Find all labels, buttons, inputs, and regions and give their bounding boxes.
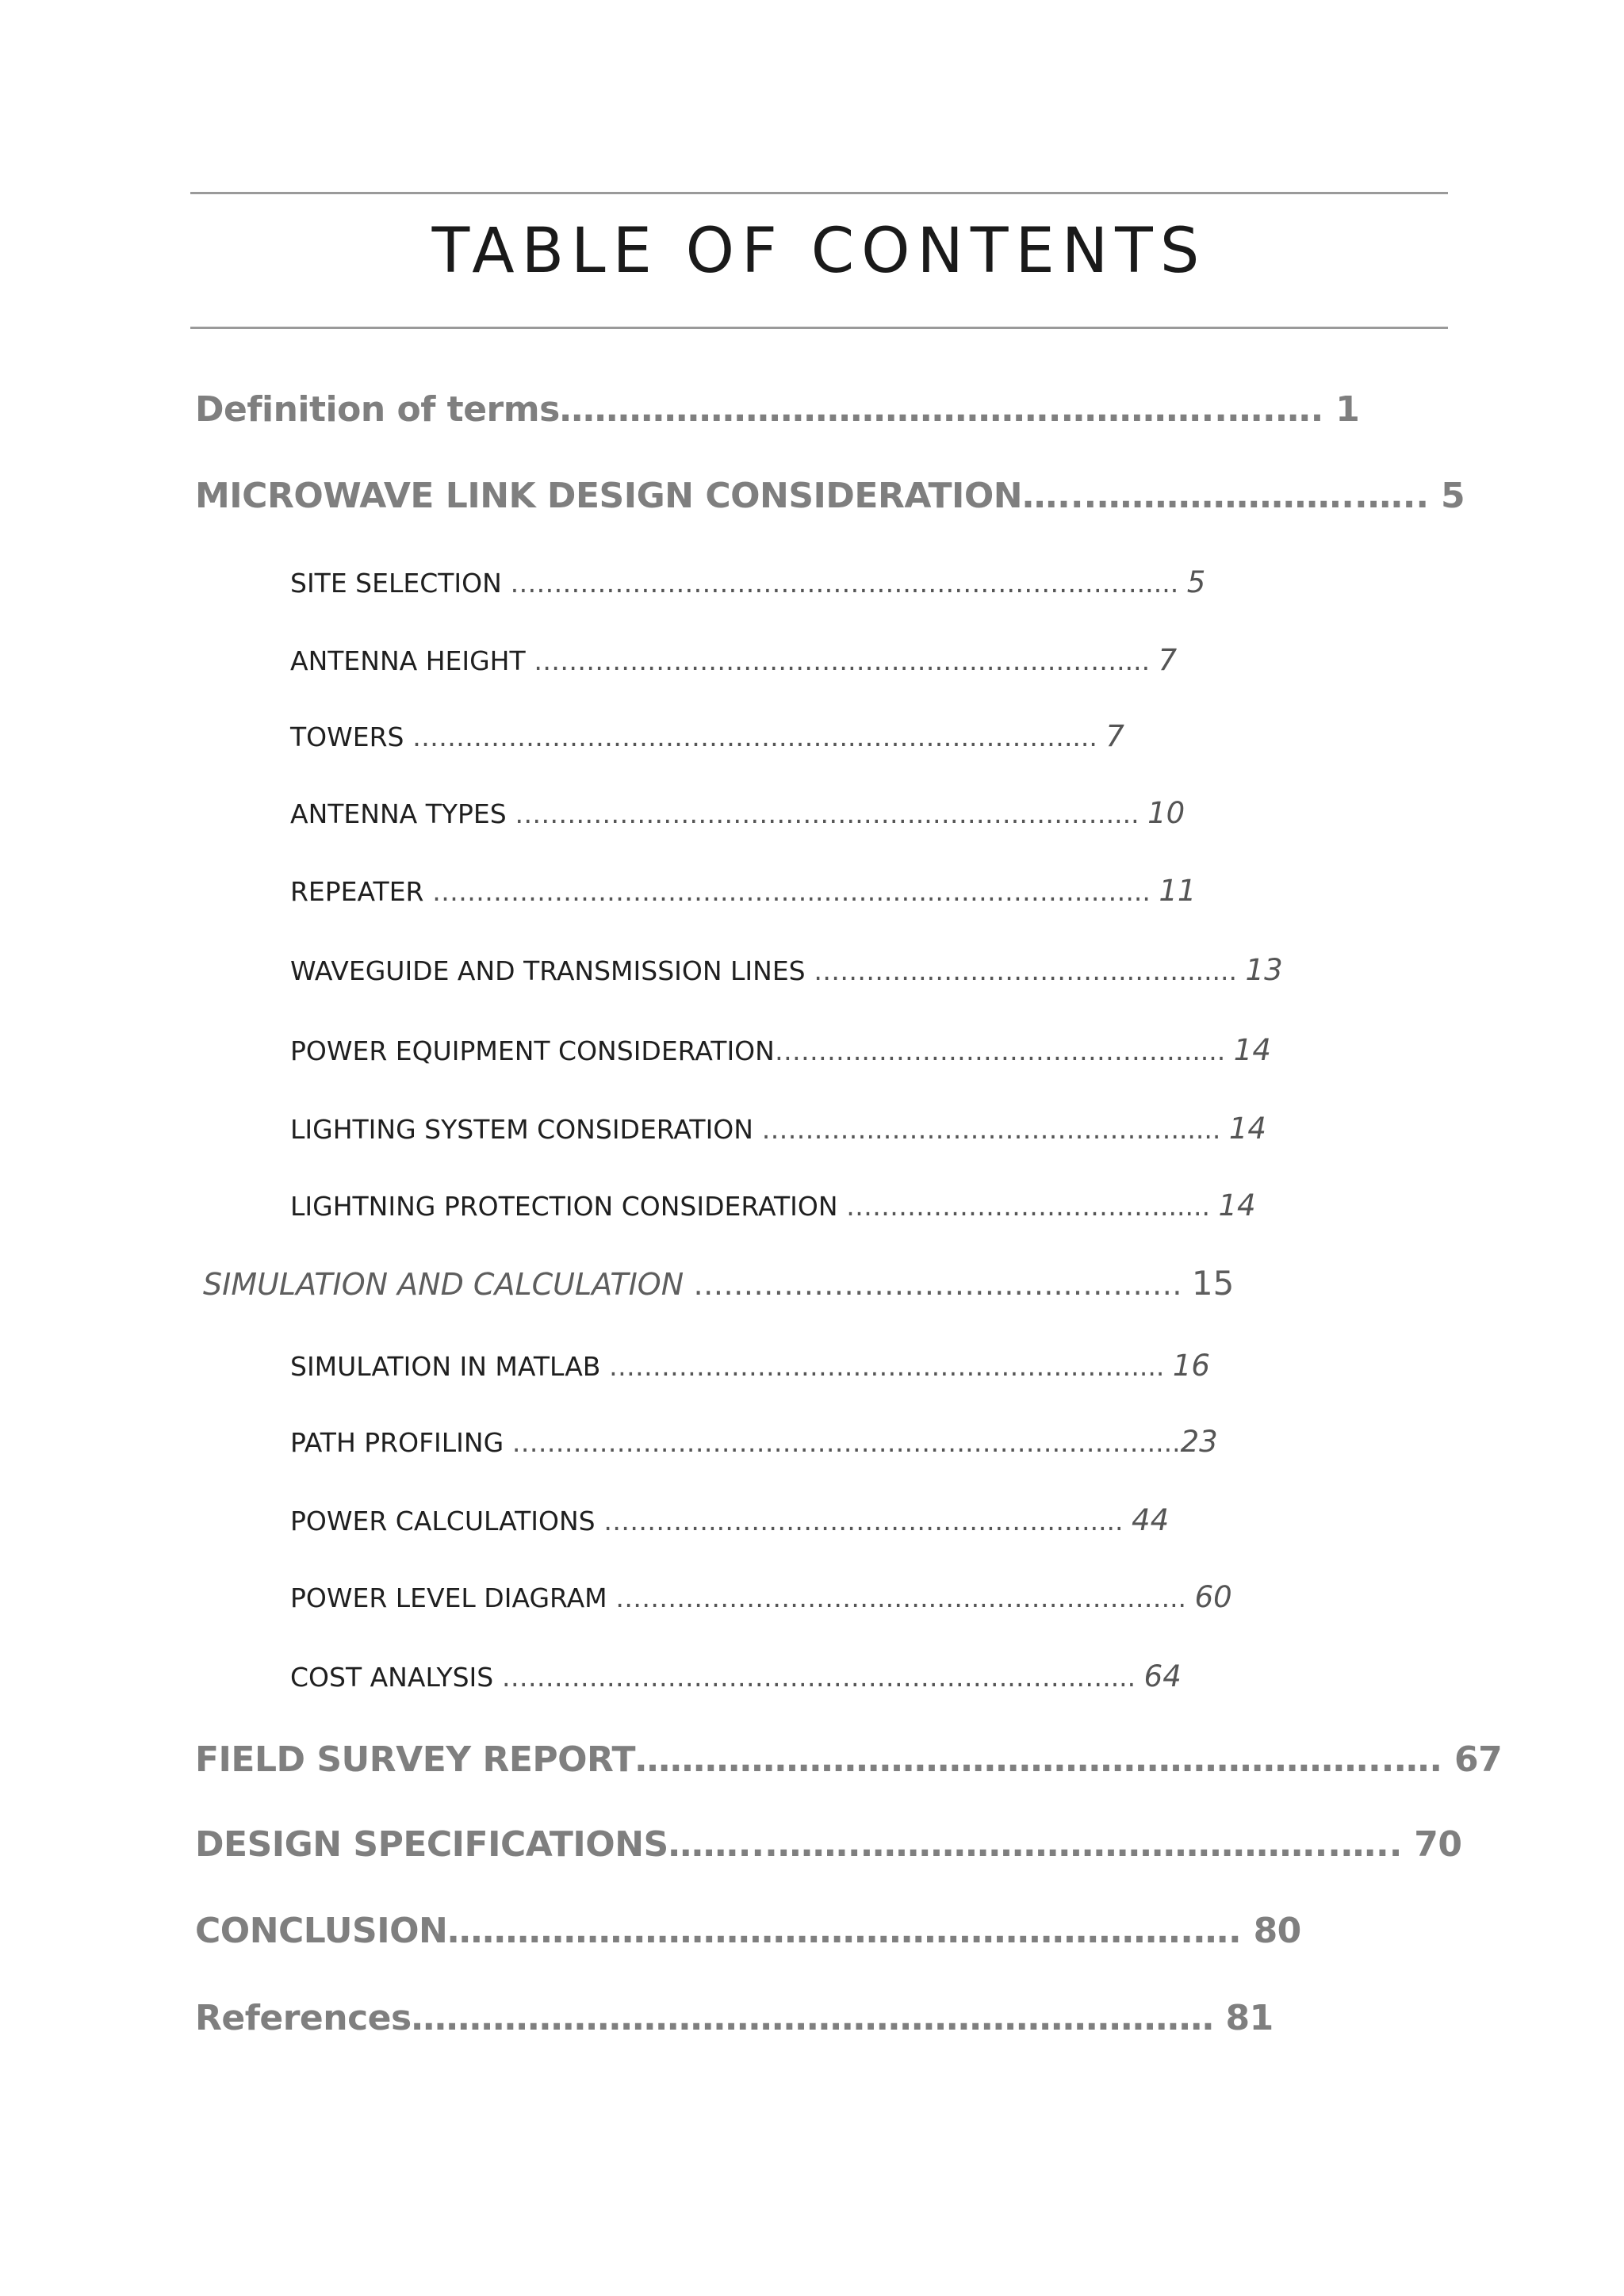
toc-leader-dots: …………………………………….…………..….….	[559, 389, 1324, 430]
toc-label: LIGHTNING PROTECTION CONSIDERATION	[290, 1191, 838, 1222]
toc-page-number: 81	[1225, 1998, 1274, 2038]
toc-leader-dots: ……………………………………….…….………..………....	[511, 1427, 1181, 1458]
toc-label: CONCLUSION	[195, 1911, 448, 1951]
bottom-rule	[190, 327, 1448, 329]
toc-label: References	[195, 1998, 412, 2038]
toc-entry-microwave-link-design[interactable]	[195, 476, 1465, 516]
toc-label: Definition of terms	[195, 389, 560, 430]
toc-label: POWER CALCULATIONS	[290, 1506, 596, 1536]
toc-page-number: 60	[1194, 1580, 1232, 1614]
toc-page-number: 14	[1218, 1188, 1256, 1223]
toc-label: REPEATER	[290, 876, 424, 907]
toc-entry-antenna-height[interactable]	[290, 645, 1177, 675]
toc-entry-simulation-matlab[interactable]	[290, 1349, 1210, 1383]
toc-page-number: 23	[1180, 1425, 1218, 1459]
toc-label: FIELD SURVEY REPORT	[195, 1739, 635, 1780]
page-title: TABLE OF CONTENTS	[431, 216, 1207, 287]
toc-entry-site-selection[interactable]	[290, 565, 1206, 599]
toc-leader-dots: …………………………….………..……..…...……………...…...	[431, 876, 1151, 907]
toc-label: COST ANALYSIS	[290, 1662, 494, 1693]
toc-page-number: 13	[1245, 953, 1283, 987]
toc-entry-power-level-diagram[interactable]	[290, 1582, 1232, 1612]
toc-leader-dots: ………..……………………………….....	[774, 1035, 1226, 1066]
toc-entry-cost-analysis[interactable]	[290, 1659, 1182, 1693]
toc-label: POWER LEVEL DIAGRAM	[290, 1582, 607, 1613]
toc-leader-dots: ……………………………….……….….……….……....	[534, 645, 1151, 676]
toc-page-number: 5	[1440, 476, 1465, 516]
toc-leader-dots: ……………………………………………………….….	[447, 1911, 1242, 1951]
toc-leader-dots: ………………………………………………………..….	[634, 1739, 1443, 1780]
toc-label: SIMULATION AND CALCULATION	[203, 1267, 684, 1302]
toc-leader-dots: ……………………………………………………………	[411, 1998, 1214, 2038]
toc-page-number: 67	[1454, 1739, 1503, 1780]
toc-leader-dots: …………………………………………………..…….…....	[501, 1662, 1136, 1693]
toc-entry-power-equipment[interactable]	[290, 1035, 1271, 1065]
toc-entry-definition-of-terms[interactable]	[195, 389, 1360, 430]
toc-entry-waveguide[interactable]	[290, 955, 1283, 985]
toc-leader-dots: …………..……………………………......	[761, 1114, 1221, 1145]
toc-page-number: 64	[1143, 1659, 1182, 1693]
top-rule	[190, 192, 1448, 194]
toc-leader-dots: …………………………………….……..…………..…….…....	[412, 721, 1097, 752]
toc-entry-path-profiling[interactable]	[290, 1425, 1218, 1459]
toc-label: TOWERS	[290, 721, 404, 752]
toc-page-number: 80	[1253, 1911, 1301, 1951]
toc-page-number: 5	[1186, 565, 1206, 599]
toc-leader-dots: …………..…………………..……......	[814, 955, 1238, 986]
toc-leader-dots: ………………………………….……..……….…….…....	[515, 798, 1139, 829]
toc-page-number: 7	[1105, 719, 1124, 753]
toc-page-number: 70	[1414, 1824, 1462, 1865]
toc-page-number: 14	[1233, 1033, 1271, 1067]
toc-leader-dots: …………..…………………………..……….....	[603, 1506, 1124, 1536]
toc-entry-towers[interactable]	[290, 721, 1124, 751]
toc-label: SITE SELECTION	[290, 568, 502, 599]
toc-page-number: 15	[1191, 1264, 1235, 1303]
toc-label: DESIGN SPECIFICATIONS	[195, 1824, 668, 1865]
toc-page-number: 16	[1172, 1349, 1210, 1383]
toc-leader-dots: ……………………….……………………..……....	[608, 1351, 1165, 1382]
toc-label: LIGHTING SYSTEM CONSIDERATION	[290, 1114, 753, 1145]
toc-leader-dots: …………………………..…...……..…	[693, 1267, 1182, 1302]
toc-leader-dots: …………………………..…..…...……………..…...	[615, 1582, 1187, 1613]
toc-entry-repeater[interactable]	[290, 874, 1197, 908]
toc-leader-dots: ………………………………………..……………….…….....	[510, 568, 1179, 599]
toc-entry-power-calculations[interactable]	[290, 1503, 1170, 1537]
toc-page-number: 7	[1158, 643, 1178, 677]
toc-page-number: 11	[1159, 874, 1197, 908]
toc-label: ANTENNA HEIGHT	[290, 645, 526, 676]
toc-page-number: 1	[1335, 389, 1360, 430]
toc-page-number: 10	[1147, 796, 1185, 830]
toc-entry-antenna-types[interactable]	[290, 798, 1185, 828]
toc-entry-lightning-protection[interactable]	[290, 1188, 1256, 1223]
toc-entry-field-survey[interactable]	[195, 1739, 1503, 1780]
toc-label: POWER EQUIPMENT CONSIDERATION	[290, 1035, 775, 1066]
toc-page-number: 14	[1228, 1112, 1266, 1146]
toc-leader-dots: …...…………………..…..	[1022, 476, 1430, 516]
toc-label: SIMULATION IN MATLAB	[290, 1351, 601, 1382]
toc-page-number: 44	[1132, 1503, 1170, 1537]
toc-leader-dots: ………………………………......	[846, 1191, 1210, 1222]
toc-label: MICROWAVE LINK DESIGN CONSIDERATION	[195, 476, 1023, 516]
toc-leader-dots: ……...…….…………………………………..…..	[668, 1824, 1403, 1865]
toc-entry-design-specifications[interactable]	[195, 1824, 1462, 1865]
toc-label: ANTENNA TYPES	[290, 798, 507, 829]
toc-label: PATH PROFILING	[290, 1427, 504, 1458]
toc-entry-conclusion[interactable]	[195, 1911, 1301, 1951]
toc-label: WAVEGUIDE AND TRANSMISSION LINES	[290, 955, 806, 986]
toc-entry-lighting-system[interactable]	[290, 1112, 1266, 1146]
toc-entry-simulation[interactable]	[203, 1264, 1235, 1303]
toc-entry-references[interactable]	[195, 1998, 1274, 2038]
